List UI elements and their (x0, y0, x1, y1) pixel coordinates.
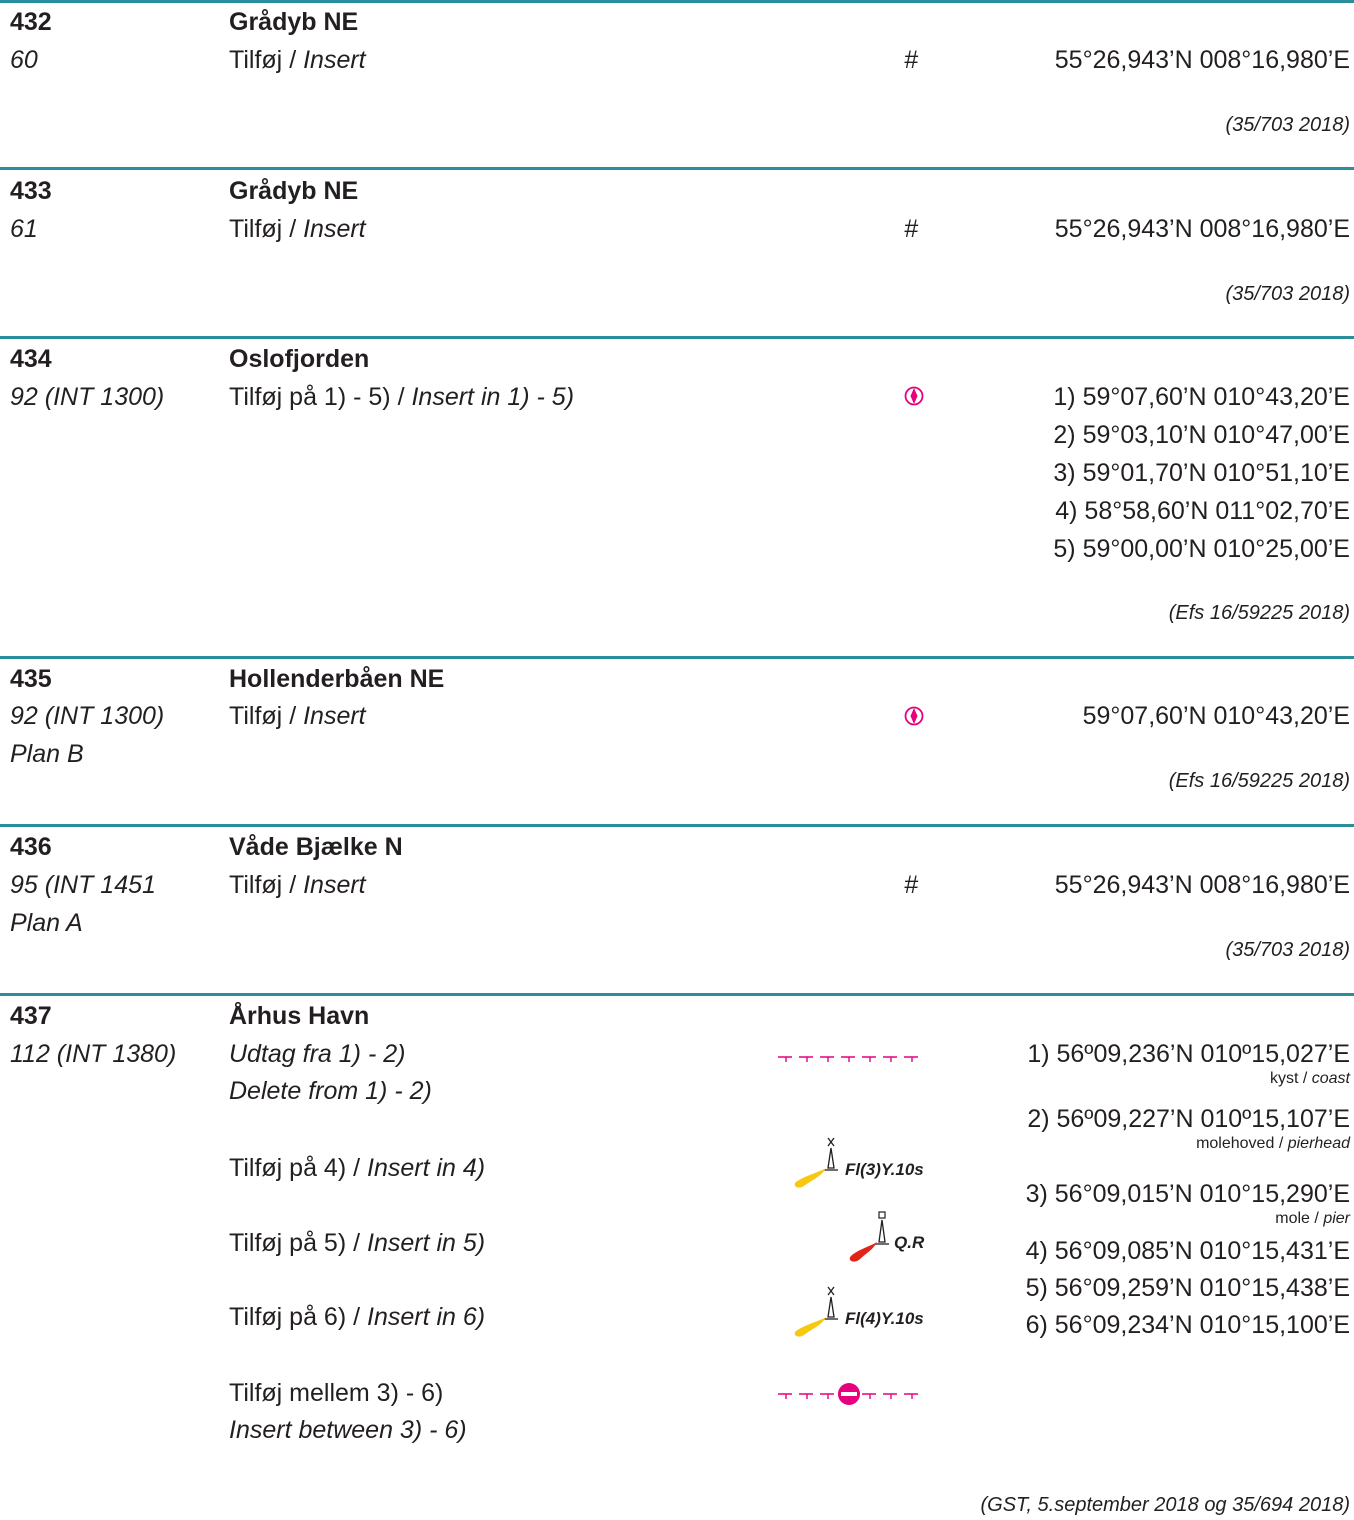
yellow-light-icon (790, 1283, 840, 1339)
action-text: Tilføj mellem 3) - 6) (229, 1379, 444, 1407)
entry-number: 433 (10, 177, 52, 205)
source-reference: (GST, 5.september 2018 og 35/694 2018) (980, 1494, 1350, 1516)
source-reference: (Efs 16/59225 2018) (1168, 602, 1350, 624)
chart-plan: Plan A (10, 909, 83, 937)
position-coordinate: 55°26,943’N 008°16,980’E (1054, 871, 1350, 899)
compass-rose-icon (904, 706, 924, 726)
entry-divider (0, 824, 1354, 827)
position-coordinate: 2) 56º09,227’N 010º15,107’E (1027, 1105, 1350, 1133)
position-coordinate: 55°26,943’N 008°16,980’E (1054, 46, 1350, 74)
action-text: Tilføj på 1) - 5) / Insert in 1) - 5) (229, 383, 575, 411)
entry-number: 432 (10, 8, 52, 36)
entry-title: Oslofjorden (229, 345, 370, 373)
yellow-light-icon (790, 1134, 840, 1190)
action-text: Tilføj på 5) / Insert in 5) (229, 1229, 486, 1257)
entry-divider (0, 0, 1354, 3)
light-characteristic: Fl(3)Y.10s (845, 1160, 924, 1179)
entry-divider (0, 167, 1354, 170)
position-coordinate: 1) 56º09,236’N 010º15,027’E (1027, 1040, 1350, 1068)
action-text: Tilføj / Insert (229, 871, 366, 899)
position-coordinate: 5) 56°09,259’N 010°15,438’E (1025, 1274, 1350, 1302)
entry-number: 434 (10, 345, 52, 373)
action-text: Tilføj / Insert (229, 46, 366, 74)
source-reference: (35/703 2018) (1225, 283, 1350, 305)
light-characteristic: Q.R (894, 1233, 925, 1252)
entry-divider (0, 993, 1354, 996)
source-reference: (35/703 2018) (1225, 114, 1350, 136)
position-note: kyst / coast (1269, 1070, 1350, 1087)
position-coordinate: 4) 58°58,60’N 011°02,70’E (1055, 497, 1350, 525)
chart-number: 92 (INT 1300) (10, 702, 165, 730)
wreck-symbol: # (904, 871, 918, 899)
no-entry-limit-line-icon (778, 1382, 924, 1406)
position-coordinate: 59°07,60’N 010°43,20’E (1082, 702, 1350, 730)
position-coordinate: 55°26,943’N 008°16,980’E (1054, 215, 1350, 243)
wreck-symbol: # (904, 215, 918, 243)
action-text-en: Delete from 1) - 2) (229, 1077, 432, 1105)
entry-number: 437 (10, 1002, 52, 1030)
entry-number: 435 (10, 665, 52, 693)
red-light-icon (845, 1210, 890, 1266)
action-text-en: Insert between 3) - 6) (229, 1416, 467, 1444)
light-characteristic: Fl(4)Y.10s (845, 1309, 924, 1328)
entry-divider (0, 336, 1354, 339)
chart-number: 95 (INT 1451 (10, 871, 156, 899)
source-reference: (35/703 2018) (1225, 939, 1350, 961)
action-text: Tilføj på 6) / Insert in 6) (229, 1303, 486, 1331)
chart-number: 61 (10, 215, 38, 243)
action-text: Tilføj / Insert (229, 702, 366, 730)
chart-plan: Plan B (10, 740, 84, 768)
position-coordinate: 3) 56°09,015’N 010°15,290’E (1025, 1180, 1350, 1208)
position-coordinate: 2) 59°03,10’N 010°47,00’E (1053, 421, 1350, 449)
chart-number: 92 (INT 1300) (10, 383, 165, 411)
position-note: mole / pier (1275, 1210, 1350, 1227)
position-coordinate: 4) 56°09,085’N 010°15,431’E (1025, 1237, 1350, 1265)
compass-rose-icon (904, 386, 924, 406)
position-coordinate: 6) 56°09,234’N 010°15,100’E (1025, 1311, 1350, 1339)
action-text: Tilføj på 4) / Insert in 4) (229, 1154, 486, 1182)
wreck-symbol: # (904, 46, 918, 74)
entry-title: Våde Bjælke N (229, 833, 403, 861)
position-coordinate: 1) 59°07,60’N 010°43,20’E (1053, 383, 1350, 411)
entry-title: Hollenderbåen NE (229, 665, 445, 693)
chart-number: 60 (10, 46, 38, 74)
position-coordinate: 5) 59°00,00’N 010°25,00’E (1053, 535, 1350, 563)
action-text: Tilføj / Insert (229, 215, 366, 243)
position-coordinate: 3) 59°01,70’N 010°51,10’E (1053, 459, 1350, 487)
position-note: molehoved / pierhead (1196, 1135, 1350, 1152)
source-reference: (Efs 16/59225 2018) (1168, 770, 1350, 792)
entry-title: Grådyb NE (229, 8, 359, 36)
chart-number: 112 (INT 1380) (10, 1040, 177, 1068)
entry-title: Grådyb NE (229, 177, 359, 205)
dashed-limit-line-icon (778, 1050, 924, 1064)
entry-divider (0, 656, 1354, 659)
entry-number: 436 (10, 833, 52, 861)
entry-title: Århus Havn (229, 1002, 370, 1030)
action-text: Udtag fra 1) - 2) (229, 1040, 406, 1068)
